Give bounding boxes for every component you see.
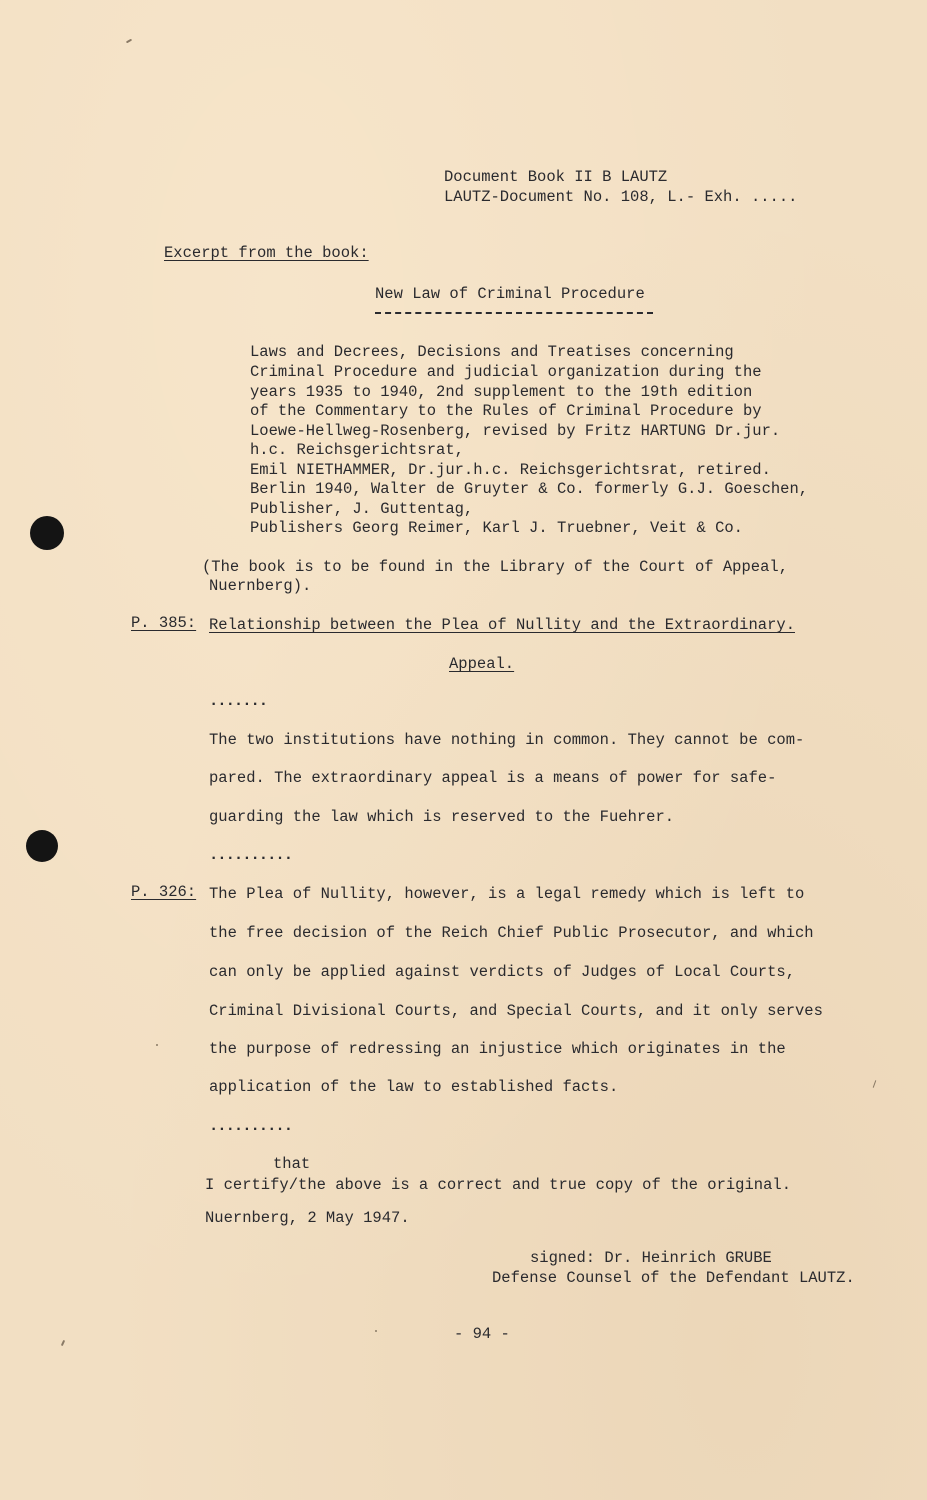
section1-body-line: The two institutions have nothing in common. They cannot be com- — [209, 731, 805, 749]
paper-speck — [873, 1080, 877, 1088]
book-description-line: Laws and Decrees, Decisions and Treatises concerning — [250, 343, 734, 361]
excerpt-label: Excerpt from the book: — [164, 244, 369, 262]
omission-marker: ....... — [209, 692, 268, 710]
book-description-line: Criminal Procedure and judicial organization during the — [250, 363, 762, 381]
paper-speck — [156, 1044, 158, 1046]
book-description-line: Loewe-Hellweg-Rosenberg, revised by Fritz HARTUNG Dr.jur. — [250, 422, 781, 440]
book-description-line: Publisher, J. Guttentag, — [250, 500, 474, 518]
section-heading: Relationship between the Plea of Nullity and the Extraordinary. — [209, 616, 795, 634]
document-number-reference: LAUTZ-Document No. 108, L.- Exh. ..... — [444, 188, 798, 206]
punch-hole-lower — [26, 830, 58, 862]
section2-body-line: the free decision of the Reich Chief Public Prosecutor, and which — [209, 924, 814, 942]
section2-body-line: The Plea of Nullity, however, is a legal remedy which is left to — [209, 885, 805, 903]
section2-body-line: Criminal Divisional Courts, and Special Courts, and it only serves — [209, 1002, 823, 1020]
document-book-reference: Document Book II B LAUTZ — [444, 168, 668, 186]
book-description-line: Publishers Georg Reimer, Karl J. Truebner, Veit & Co. — [250, 519, 743, 537]
section2-body-line: application of the law to established facts. — [209, 1078, 619, 1096]
section1-body-line: guarding the law which is reserved to the Fuehrer. — [209, 808, 675, 826]
signature-line: signed: Dr. Heinrich GRUBE — [530, 1249, 772, 1267]
paper-speck — [375, 1330, 377, 1332]
page-reference-326: P. 326: — [131, 883, 197, 901]
book-title: New Law of Criminal Procedure — [375, 285, 645, 303]
certification-statement: I certify/the above is a correct and true copy of the original. — [205, 1176, 791, 1194]
paper-speck — [61, 1340, 65, 1346]
section-heading-continued: Appeal. — [449, 655, 515, 673]
section1-body-line: pared. The extraordinary appeal is a means of power for safe- — [209, 769, 777, 787]
page-number: - 94 - — [454, 1325, 510, 1343]
certification-place-date: Nuernberg, 2 May 1947. — [205, 1209, 410, 1227]
book-description-line: years 1935 to 1940, 2nd supplement to the 19th edition — [250, 383, 753, 401]
signature-title: Defense Counsel of the Defendant LAUTZ. — [492, 1269, 855, 1287]
omission-marker: .......... — [209, 846, 293, 864]
section2-body-line: the purpose of redressing an injustice which originates in the — [209, 1040, 786, 1058]
page-reference-385: P. 385: — [131, 614, 197, 632]
punch-hole-upper — [30, 516, 64, 550]
title-underline — [375, 312, 653, 314]
omission-marker: .......... — [209, 1117, 293, 1135]
book-description-line: of the Commentary to the Rules of Criminal Procedure by — [250, 402, 762, 420]
book-description-line: Berlin 1940, Walter de Gruyter & Co. formerly G.J. Goeschen, — [250, 480, 809, 498]
book-description-line: h.c. Reichsgerichtsrat, — [250, 441, 464, 459]
certification-insertion: that — [273, 1155, 311, 1173]
book-location-note: Nuernberg). — [209, 577, 312, 595]
section2-body-line: can only be applied against verdicts of Judges of Local Courts, — [209, 963, 795, 981]
book-description-line: Emil NIETHAMMER, Dr.jur.h.c. Reichsgerichtsrat, retired. — [250, 461, 771, 479]
paper-speck — [126, 39, 132, 44]
book-location-note: (The book is to be found in the Library of the Court of Appeal, — [202, 558, 788, 576]
